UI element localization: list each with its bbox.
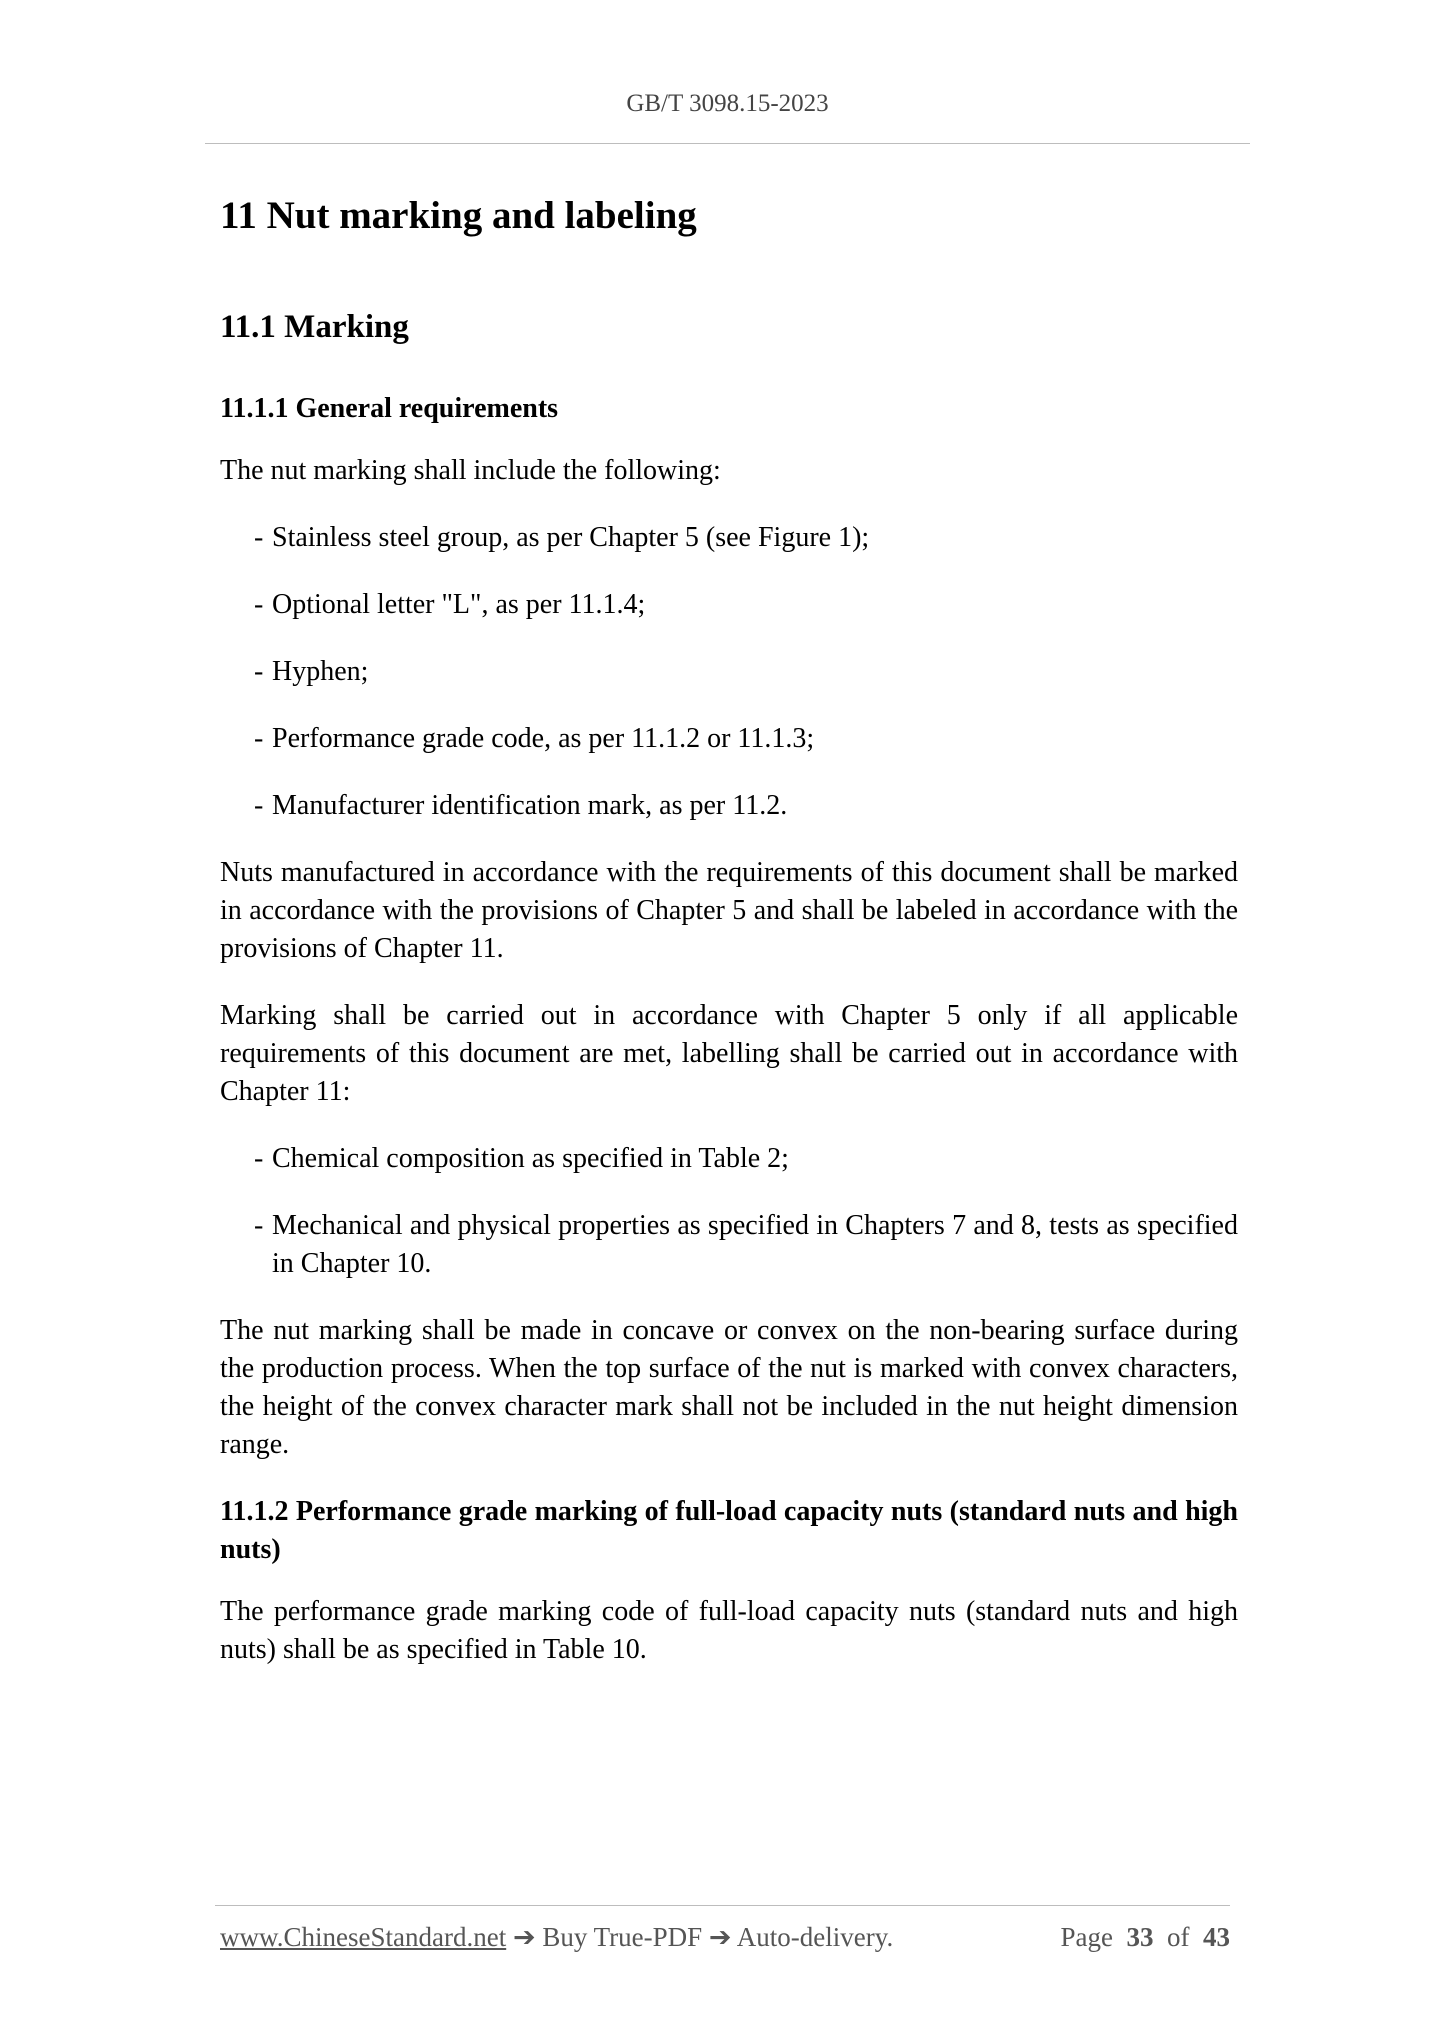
list-item: - Mechanical and physical properties as specified in Chapters 7 and 8, tests as specified in Chapter 10.: [254, 1210, 1238, 1279]
clause-title-performance-grade: 11.1.2 Performance grade marking of full-load capacity nuts (standard nuts and high nuts): [220, 1496, 1238, 1565]
delivery-text: Auto-delivery.: [736, 1922, 894, 1952]
website-link[interactable]: www.ChineseStandard.net: [220, 1922, 507, 1952]
list-item: - Manufacturer identification mark, as per 11.2.: [254, 790, 788, 821]
footer-divider: [215, 1905, 1230, 1906]
buy-pdf-text: Buy True-PDF: [542, 1922, 703, 1952]
paragraph: The nut marking shall be made in concave or convex on the non-bearing surface during the production process. When the top surface of the nut is marked with convex characters, the height of the convex character mark shall not be included in the nut height dimension range.: [220, 1315, 1238, 1460]
running-header: GB/T 3098.15-2023: [626, 90, 829, 117]
paragraph: Marking shall be carried out in accordance with Chapter 5 only if all applicable requirements of this document are met, labelling shall be carried out in accordance with Chapter 11:: [220, 1000, 1238, 1107]
list-item: - Hyphen;: [254, 656, 369, 687]
section-title: 11 Nut marking and labeling: [220, 194, 697, 237]
header-divider: [205, 143, 1250, 144]
current-page: 33: [1126, 1922, 1154, 1952]
page-number: [1061, 1922, 1230, 1953]
total-pages: 43: [1203, 1922, 1230, 1952]
subsection-title: 11.1 Marking: [220, 309, 409, 345]
arrow-right-icon: ➔: [512, 1922, 536, 1952]
clause-intro: The nut marking shall include the following:: [220, 455, 721, 486]
of-label: of: [1167, 1922, 1190, 1952]
list-item: - Chemical composition as specified in Table 2;: [254, 1143, 789, 1174]
list-item: - Stainless steel group, as per Chapter 5 (see Figure 1);: [254, 522, 870, 553]
list-item: - Performance grade code, as per 11.1.2 or 11.1.3;: [254, 723, 815, 754]
page-label: Page: [1060, 1922, 1113, 1952]
list-item: - Optional letter "L", as per 11.1.4;: [254, 589, 646, 620]
arrow-right-icon: ➔: [708, 1922, 732, 1952]
page-content: [220, 185, 1238, 1698]
footer-links: [220, 1922, 893, 1953]
clause-title-general: 11.1.1 General requirements: [220, 393, 559, 424]
paragraph: Nuts manufactured in accordance with the requirements of this document shall be marked in accordance with the provisions of Chapter 5 and shall be labeled in accordance with the provisions of Chapter 11.: [220, 857, 1238, 964]
paragraph: The performance grade marking code of full-load capacity nuts (standard nuts and high nuts) shall be as specified in Table 10.: [220, 1596, 1238, 1665]
